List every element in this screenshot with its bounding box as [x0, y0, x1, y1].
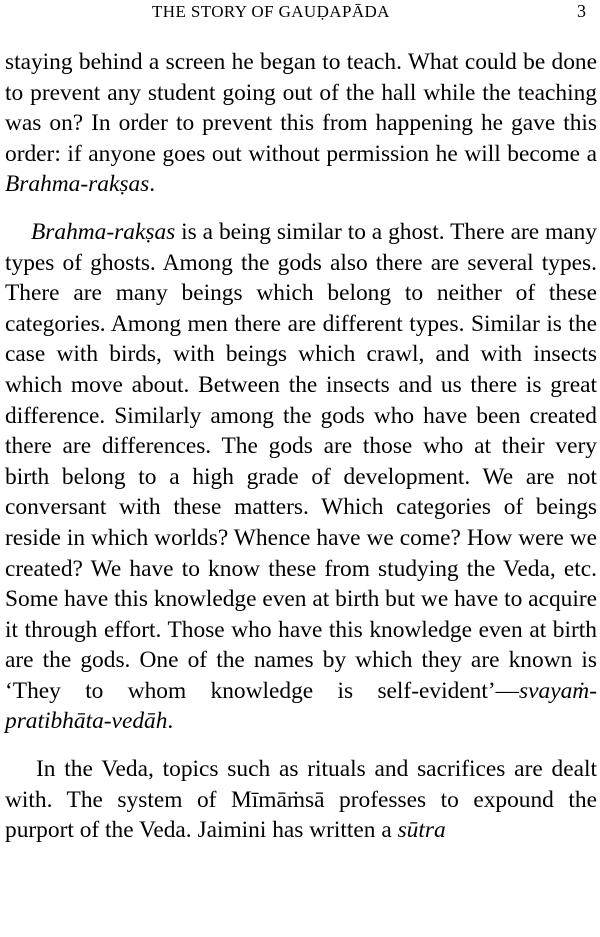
term-brahma-raksas: Brahma-rakṣas: [5, 171, 150, 198]
paragraph-3-text: In the Veda, topics such as rituals and sacrifices are dealt with. The system of Mīmāṁsā professes to expound the purport of the Veda. Jaimini has written a: [5, 756, 597, 844]
paragraph-1-text: staying behind a screen he began to teach. What could be done to prevent any student going out of the hall while the teaching was on? In order to prevent this from happening he gave this order: if anyone goes out without permission he will become a: [5, 49, 597, 167]
page-number: 3: [577, 1, 586, 21]
term-svayam-pratibhata-vedah: svayaṁ-pratibhāta-vedāh: [5, 677, 597, 735]
paragraph-1: [5, 47, 597, 200]
body-text: [5, 47, 597, 846]
paragraph-2: [5, 217, 597, 737]
paragraph-2-text: is a being similar to a ghost. There are many types of ghosts. Among the gods also there are several types. There are many beings which belong to neither of these categories. Among men there are different types. Similar is the case with birds, with beings which crawl, and with insects which move about. Between the insects and us there is great difference. Similarly among the gods who have been created there are differences. The gods are those who at their very birth belong to a high grade of development. We are not conversant with these matters. Which categories of beings reside in which worlds? Whence have we come? How were we created? We have to know these from studying the Veda, etc. Some have this knowledge even at birth but we have to acquire it through effort. Those who have this knowledge even at birth are the gods. One of the names by which they are known is ‘They to whom knowledge is self-evident’—: [5, 218, 597, 704]
term-sutra: sūtra: [397, 817, 446, 844]
running-head: THE STORY OF GAUḌAPĀDA: [152, 2, 390, 21]
paragraph-3: [5, 754, 597, 846]
term-brahma-raksas-2: Brahma-rakṣas: [31, 218, 176, 245]
paragraph-1-end: .: [149, 171, 156, 198]
paragraph-2-end: .: [167, 708, 174, 735]
page-header: [0, 0, 600, 30]
